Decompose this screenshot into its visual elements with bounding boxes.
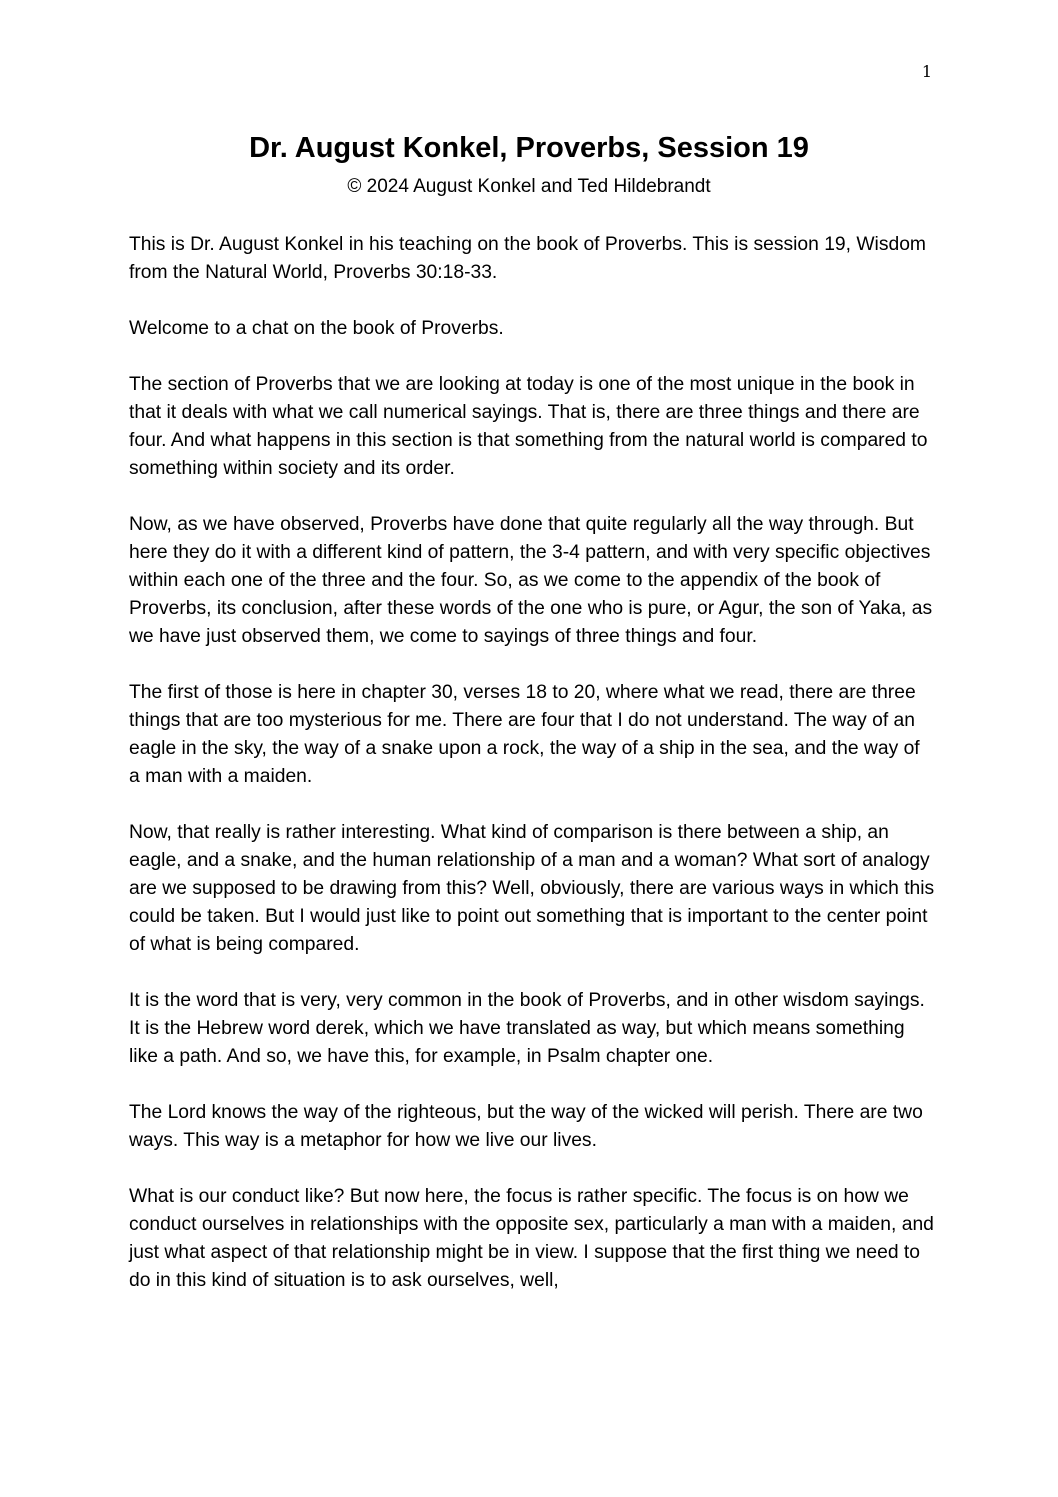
- document-body: [129, 231, 935, 1323]
- paragraph: The section of Proverbs that we are looking at today is one of the most unique in the book in that it deals with what we call numerical sayings. That is, there are three things and there are four. And what happens in this section is that something from the natural world is compared to something within society and its order.: [129, 374, 928, 479]
- copyright-line: © 2024 August Konkel and Ted Hildebrandt: [347, 176, 711, 197]
- paragraph: The Lord knows the way of the righteous, but the way of the wicked will perish. There are two ways. This way is a metaphor for how we live our lives.: [129, 1102, 923, 1151]
- document-title: Dr. August Konkel, Proverbs, Session 19: [249, 132, 809, 164]
- paragraph: Now, as we have observed, Proverbs have done that quite regularly all the way through. But here they do it with a different kind of pattern, the 3-4 pattern, and with very specific objectives within each one of the three and the four. So, as we come to the appendix of the book of Proverbs, its conclusion, after these words of the one who is pure, or Agur, the son of Yaka, as we have just observed them, we come to sayings of three things and four.: [129, 514, 933, 647]
- paragraph: The first of those is here in chapter 30, verses 18 to 20, where what we read, there are three things that are too mysterious for me. There are four that I do not understand. The way of an eagle in the sky, the way of a snake upon a rock, the way of a ship in the sea, and the way of a man with a maiden.: [129, 682, 920, 787]
- page-number: 1: [921, 62, 932, 81]
- paragraph: It is the word that is very, very common in the book of Proverbs, and in other wisdom sayings. It is the Hebrew word derek, which we have translated as way, but which means something like a path. And so, we have this, for example, in Psalm chapter one.: [129, 990, 925, 1067]
- paragraph: Welcome to a chat on the book of Proverbs.: [129, 318, 504, 339]
- paragraph: This is Dr. August Konkel in his teaching on the book of Proverbs. This is session 19, Wisdom from the Natural World, Proverbs 30:18-33.: [129, 234, 926, 283]
- paragraph: Now, that really is rather interesting. What kind of comparison is there between a ship, an eagle, and a snake, and the human relationship of a man and a woman? What sort of analogy are we supposed to be drawing from this? Well, obviously, there are various ways in which this could be taken. But I would just like to point out something that is important to the center point of what is being compared.: [129, 822, 935, 955]
- paragraph: What is our conduct like? But now here, the focus is rather specific. The focus is on how we conduct ourselves in relationships with the opposite sex, particularly a man with a maiden, and just what aspect of that relationship might be in view. I suppose that the first thing we need to do in this kind of situation is to ask ourselves, well,: [129, 1186, 934, 1291]
